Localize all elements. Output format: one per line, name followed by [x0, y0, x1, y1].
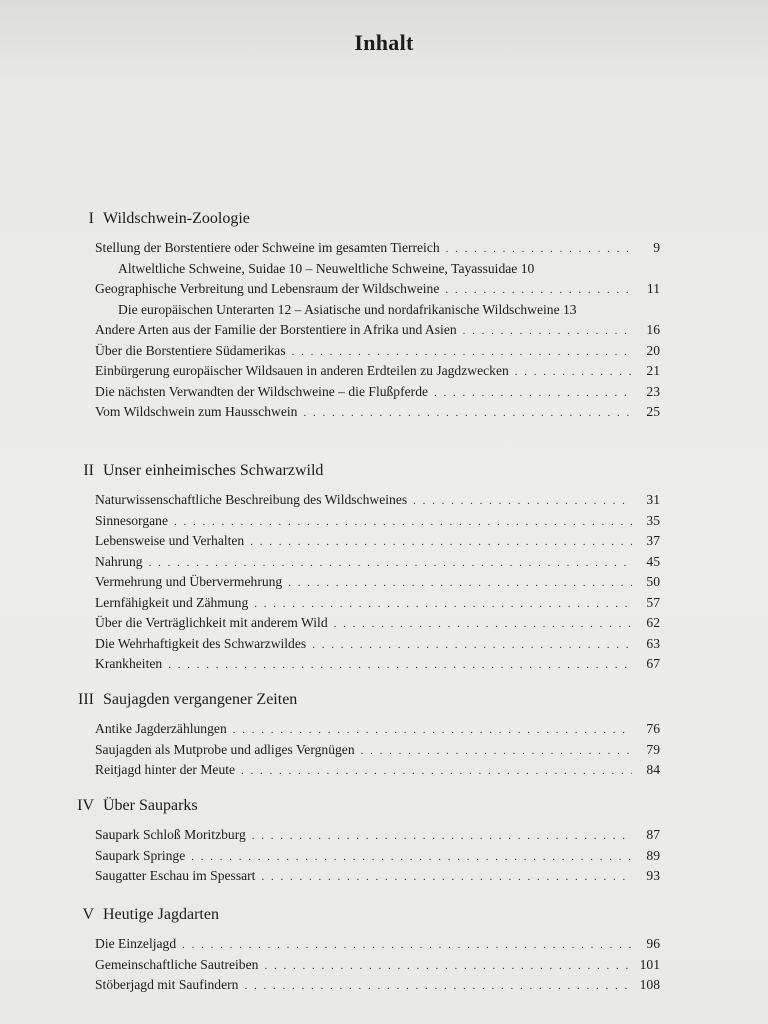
- toc-entry: [95, 955, 660, 976]
- toc-entry-title: Nahrung: [95, 553, 143, 569]
- toc-page-number: 11: [646, 281, 660, 296]
- toc-entry: [95, 719, 660, 740]
- toc-entry-title: Antike Jagderzählungen: [95, 721, 227, 736]
- toc-entry: [95, 846, 660, 867]
- toc-entry-title: Stellung der Borstentiere oder Schweine im gesamten Tierreich: [95, 240, 440, 255]
- section-title: Wildschwein-Zoologie: [103, 210, 250, 227]
- dot-leader: [174, 512, 632, 533]
- dot-leader: [182, 935, 632, 956]
- dot-leader: [434, 383, 632, 404]
- section-heading: [70, 208, 660, 230]
- toc-page-number: 21: [646, 363, 660, 378]
- toc-entry: [95, 511, 660, 532]
- toc-page-number: 87: [646, 827, 660, 842]
- toc-page-number: 96: [646, 936, 660, 951]
- dot-leader: [515, 362, 632, 383]
- dot-leader: [334, 614, 632, 635]
- toc-entry-title: Stöberjagd mit Saufindern: [95, 977, 239, 992]
- section-heading: [70, 795, 660, 817]
- toc-entry-title: Naturwissenschaftliche Beschreibung des Wildschweines: [95, 492, 408, 507]
- section-entries: [95, 490, 660, 675]
- toc-page-number: 25: [646, 404, 660, 419]
- toc-page-number: 50: [646, 574, 660, 589]
- toc-section-1: [70, 208, 660, 423]
- toc-entry: [95, 552, 660, 573]
- section-numeral: II: [83, 462, 94, 479]
- section-entries: [95, 719, 660, 781]
- toc-page-number: 84: [646, 762, 660, 777]
- dot-leader: [463, 321, 632, 342]
- dot-leader: [252, 826, 632, 847]
- section-entries: [95, 825, 660, 887]
- toc-entry-title: Saupark Springe: [95, 847, 186, 863]
- section-heading: [70, 904, 660, 926]
- toc-entry: [95, 634, 660, 655]
- toc-page-number: 45: [646, 553, 660, 569]
- toc-page-number: 63: [646, 635, 660, 651]
- toc-page-number: 35: [646, 512, 660, 528]
- dot-leader: [250, 532, 632, 553]
- toc-page-number: 37: [646, 533, 660, 548]
- toc-section-4: [70, 795, 660, 887]
- dot-leader: [413, 491, 632, 512]
- toc-entry: [95, 572, 660, 593]
- page-title: Inhalt: [354, 30, 414, 55]
- toc-entry: [95, 613, 660, 634]
- toc-subentry: Die europäischen Unterarten 12 – Asiatische und nordafrikanische Wildschweine 13: [118, 301, 577, 317]
- dot-leader: [264, 956, 632, 977]
- toc-page-number: 89: [646, 847, 660, 863]
- section-title: Heutige Jagdarten: [103, 906, 219, 923]
- dot-leader: [312, 635, 632, 656]
- dot-leader: [288, 573, 632, 594]
- section-heading: [70, 689, 660, 711]
- toc-page-number: 93: [646, 868, 660, 883]
- toc-page-number: 57: [646, 594, 660, 610]
- dot-leader: [292, 342, 632, 363]
- dot-leader: [445, 280, 632, 301]
- toc-entry-title: Die Einzeljagd: [95, 936, 177, 951]
- toc-entry: [95, 238, 660, 259]
- toc-entry: [95, 593, 660, 614]
- section-numeral: V: [82, 906, 94, 923]
- toc-entry: [95, 654, 660, 675]
- section-numeral: III: [78, 691, 94, 708]
- toc-page-number: 79: [646, 741, 660, 757]
- toc-entry: [95, 740, 660, 761]
- section-title: Unser einheimisches Schwarzwild: [103, 462, 324, 479]
- dot-leader: [254, 594, 632, 615]
- dot-leader: [233, 720, 632, 741]
- toc-subentry: Altweltliche Schweine, Suidae 10 – Neuweltliche Schweine, Tayassuidae 10: [118, 260, 535, 276]
- dot-leader: [241, 761, 632, 782]
- dot-leader: [149, 553, 632, 574]
- toc-section-5: [70, 904, 660, 996]
- dot-leader: [261, 867, 632, 888]
- dot-leader: [303, 403, 632, 424]
- section-numeral: IV: [77, 797, 94, 814]
- dot-leader: [244, 976, 632, 997]
- toc-entry: [95, 382, 660, 403]
- toc-entry-title: Die nächsten Verwandten der Wildschweine – die Flußpferde: [95, 383, 429, 399]
- toc-entry-title: Über die Verträglichkeit mit anderem Wild: [95, 615, 328, 630]
- toc-entry: [95, 531, 660, 552]
- toc-page-number: 76: [646, 721, 660, 736]
- toc-entry-title: Lernfähigkeit und Zähmung: [95, 594, 249, 610]
- section-title: Saujagden vergangener Zeiten: [103, 691, 298, 708]
- toc-entry: [95, 490, 660, 511]
- toc-entry-title: Sinnesorgane: [95, 512, 168, 528]
- toc-entry: [95, 866, 660, 887]
- section-numeral: I: [88, 210, 94, 227]
- toc-entry: [95, 402, 660, 423]
- toc-entry: [95, 825, 660, 846]
- toc-entry: [95, 760, 660, 781]
- section-entries: [95, 238, 660, 423]
- toc-entry-title: Die Wehrhaftigkeit des Schwarzwildes: [95, 635, 307, 651]
- dot-leader: [446, 239, 632, 260]
- toc-entry-title: Reitjagd hinter der Meute: [95, 762, 236, 777]
- toc-page-number: 67: [646, 656, 660, 671]
- toc-page-number: 16: [646, 322, 660, 337]
- dot-leader: [361, 741, 632, 762]
- toc-page-number: 9: [653, 240, 660, 255]
- toc-entry: [95, 279, 660, 300]
- toc-entry: [95, 975, 660, 996]
- toc-page-number: 62: [646, 615, 660, 630]
- toc-page-number: 23: [646, 383, 660, 399]
- toc-entry-title: Andere Arten aus der Familie der Borstentiere in Afrika und Asien: [95, 322, 457, 337]
- toc-entry-title: Über die Borstentiere Südamerikas: [95, 342, 286, 358]
- toc-entry-title: Geographische Verbreitung und Lebensraum der Wildschweine: [95, 281, 440, 296]
- toc-section-3: [70, 689, 660, 781]
- toc-page-number: 20: [646, 342, 660, 358]
- toc-entry-title: Saugatter Eschau im Spessart: [95, 868, 256, 883]
- section-entries: [95, 934, 660, 996]
- toc-entry: [95, 320, 660, 341]
- dot-leader: [168, 655, 632, 676]
- toc-entry-title: Krankheiten: [95, 656, 163, 671]
- toc-entry: [95, 341, 660, 362]
- section-heading: [70, 460, 660, 482]
- toc-entry-title: Einbürgerung europäischer Wildsauen in anderen Erdteilen zu Jagdzwecken: [95, 363, 509, 378]
- toc-entry-title: Saujagden als Mutprobe und adliges Vergnügen: [95, 741, 355, 757]
- toc-entry-title: Lebensweise und Verhalten: [95, 533, 245, 548]
- section-title: Über Sauparks: [103, 797, 198, 814]
- show-through-text: [90, 60, 690, 190]
- dot-leader: [191, 847, 632, 868]
- toc-section-2: [70, 460, 660, 675]
- toc-page-number: 31: [646, 492, 660, 507]
- toc-entry: [95, 361, 660, 382]
- toc-page-number: 101: [639, 956, 660, 972]
- toc-entry-title: Saupark Schloß Moritzburg: [95, 827, 246, 842]
- toc-entry-title: Vermehrung und Übervermehrung: [95, 574, 283, 589]
- toc-page-number: 108: [639, 977, 660, 992]
- toc-entry: [95, 934, 660, 955]
- toc-entry-title: Vom Wildschwein zum Hausschwein: [95, 404, 298, 419]
- toc-entry-title: Gemeinschaftliche Sautreiben: [95, 956, 259, 972]
